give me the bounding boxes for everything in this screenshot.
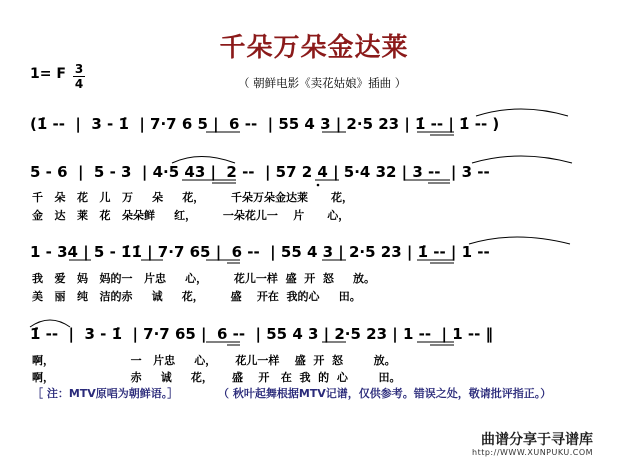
lyrics-row-3-verse-1: 我 爱 妈 妈的一 片忠 心， 花儿一样 盛 开 怒 放。 <box>32 272 376 285</box>
octave-dots <box>317 184 320 187</box>
lyrics-row-4-verse-2: 啊， 赤 诚 花， 盛 开 在 我 的 心 田。 <box>32 371 401 384</box>
time-signature <box>73 63 85 90</box>
time-signature-bottom: 4 <box>74 77 84 91</box>
slur-row2-b <box>472 156 572 163</box>
lyrics-row-3-verse-2: 美 丽 纯 洁的赤 诚 花， 盛 开在 我的心 田。 <box>32 290 361 303</box>
footer-note-right: （ 秋叶起舞根据MTV记谱，仅供参考。错误之处，敬请批评指正。） <box>218 387 552 400</box>
song-title: 千朵万朵金达莱 <box>219 33 409 63</box>
footer-note-left: ［ 注：MTV原唱为朝鲜语。］ <box>32 387 179 400</box>
score-row-3: 1 - 34 | 5 - 1̇1̇ | 7·7 65 | 6 -- | 55 4 3 | 2·5 23 | 1̇ -- | 1 -- <box>30 243 495 261</box>
time-signature-top: 3 <box>74 62 84 76</box>
watermark-text: 曲谱分享于寻谱库 <box>481 432 593 448</box>
score-row-4: 1̇ -- | 3 - 1̇ | 7·7 65 | 6 -- | 55 4 3 | 2·5 23 | 1 -- | 1 -- ‖ <box>30 325 494 343</box>
lyrics-row-2-verse-2: 金 达 莱 花 朵朵鲜 红， 一朵花儿一 片 心， <box>32 209 350 222</box>
lyrics-row-4-verse-1: 啊， 一 片忠 心， 花儿一样 盛 开 怒 放。 <box>32 354 396 367</box>
song-subtitle: （ 朝鲜电影《卖花姑娘》插曲 ） <box>238 76 407 90</box>
score-row-2: 5 - 6 | 5 - 3 | 4·5 43 | 2 -- | 57 2 4 | 5·4 32 | 3 -- | 3 -- <box>30 163 495 181</box>
score-row-1: (1̇ -- | 3 - 1̇ | 7·7 6 5 | 6 -- | 55 4 3 | 2·5 23 | 1̇ -- | 1̇ -- ) <box>30 115 500 133</box>
watermark-url: http://WWW.XUNPUKU.COM <box>472 448 594 457</box>
key-signature: 1= F <box>30 66 66 82</box>
lyrics-row-2-verse-1: 千 朵 花 儿 万 朵 花， 千朵万朵金达莱 花， <box>32 191 354 204</box>
